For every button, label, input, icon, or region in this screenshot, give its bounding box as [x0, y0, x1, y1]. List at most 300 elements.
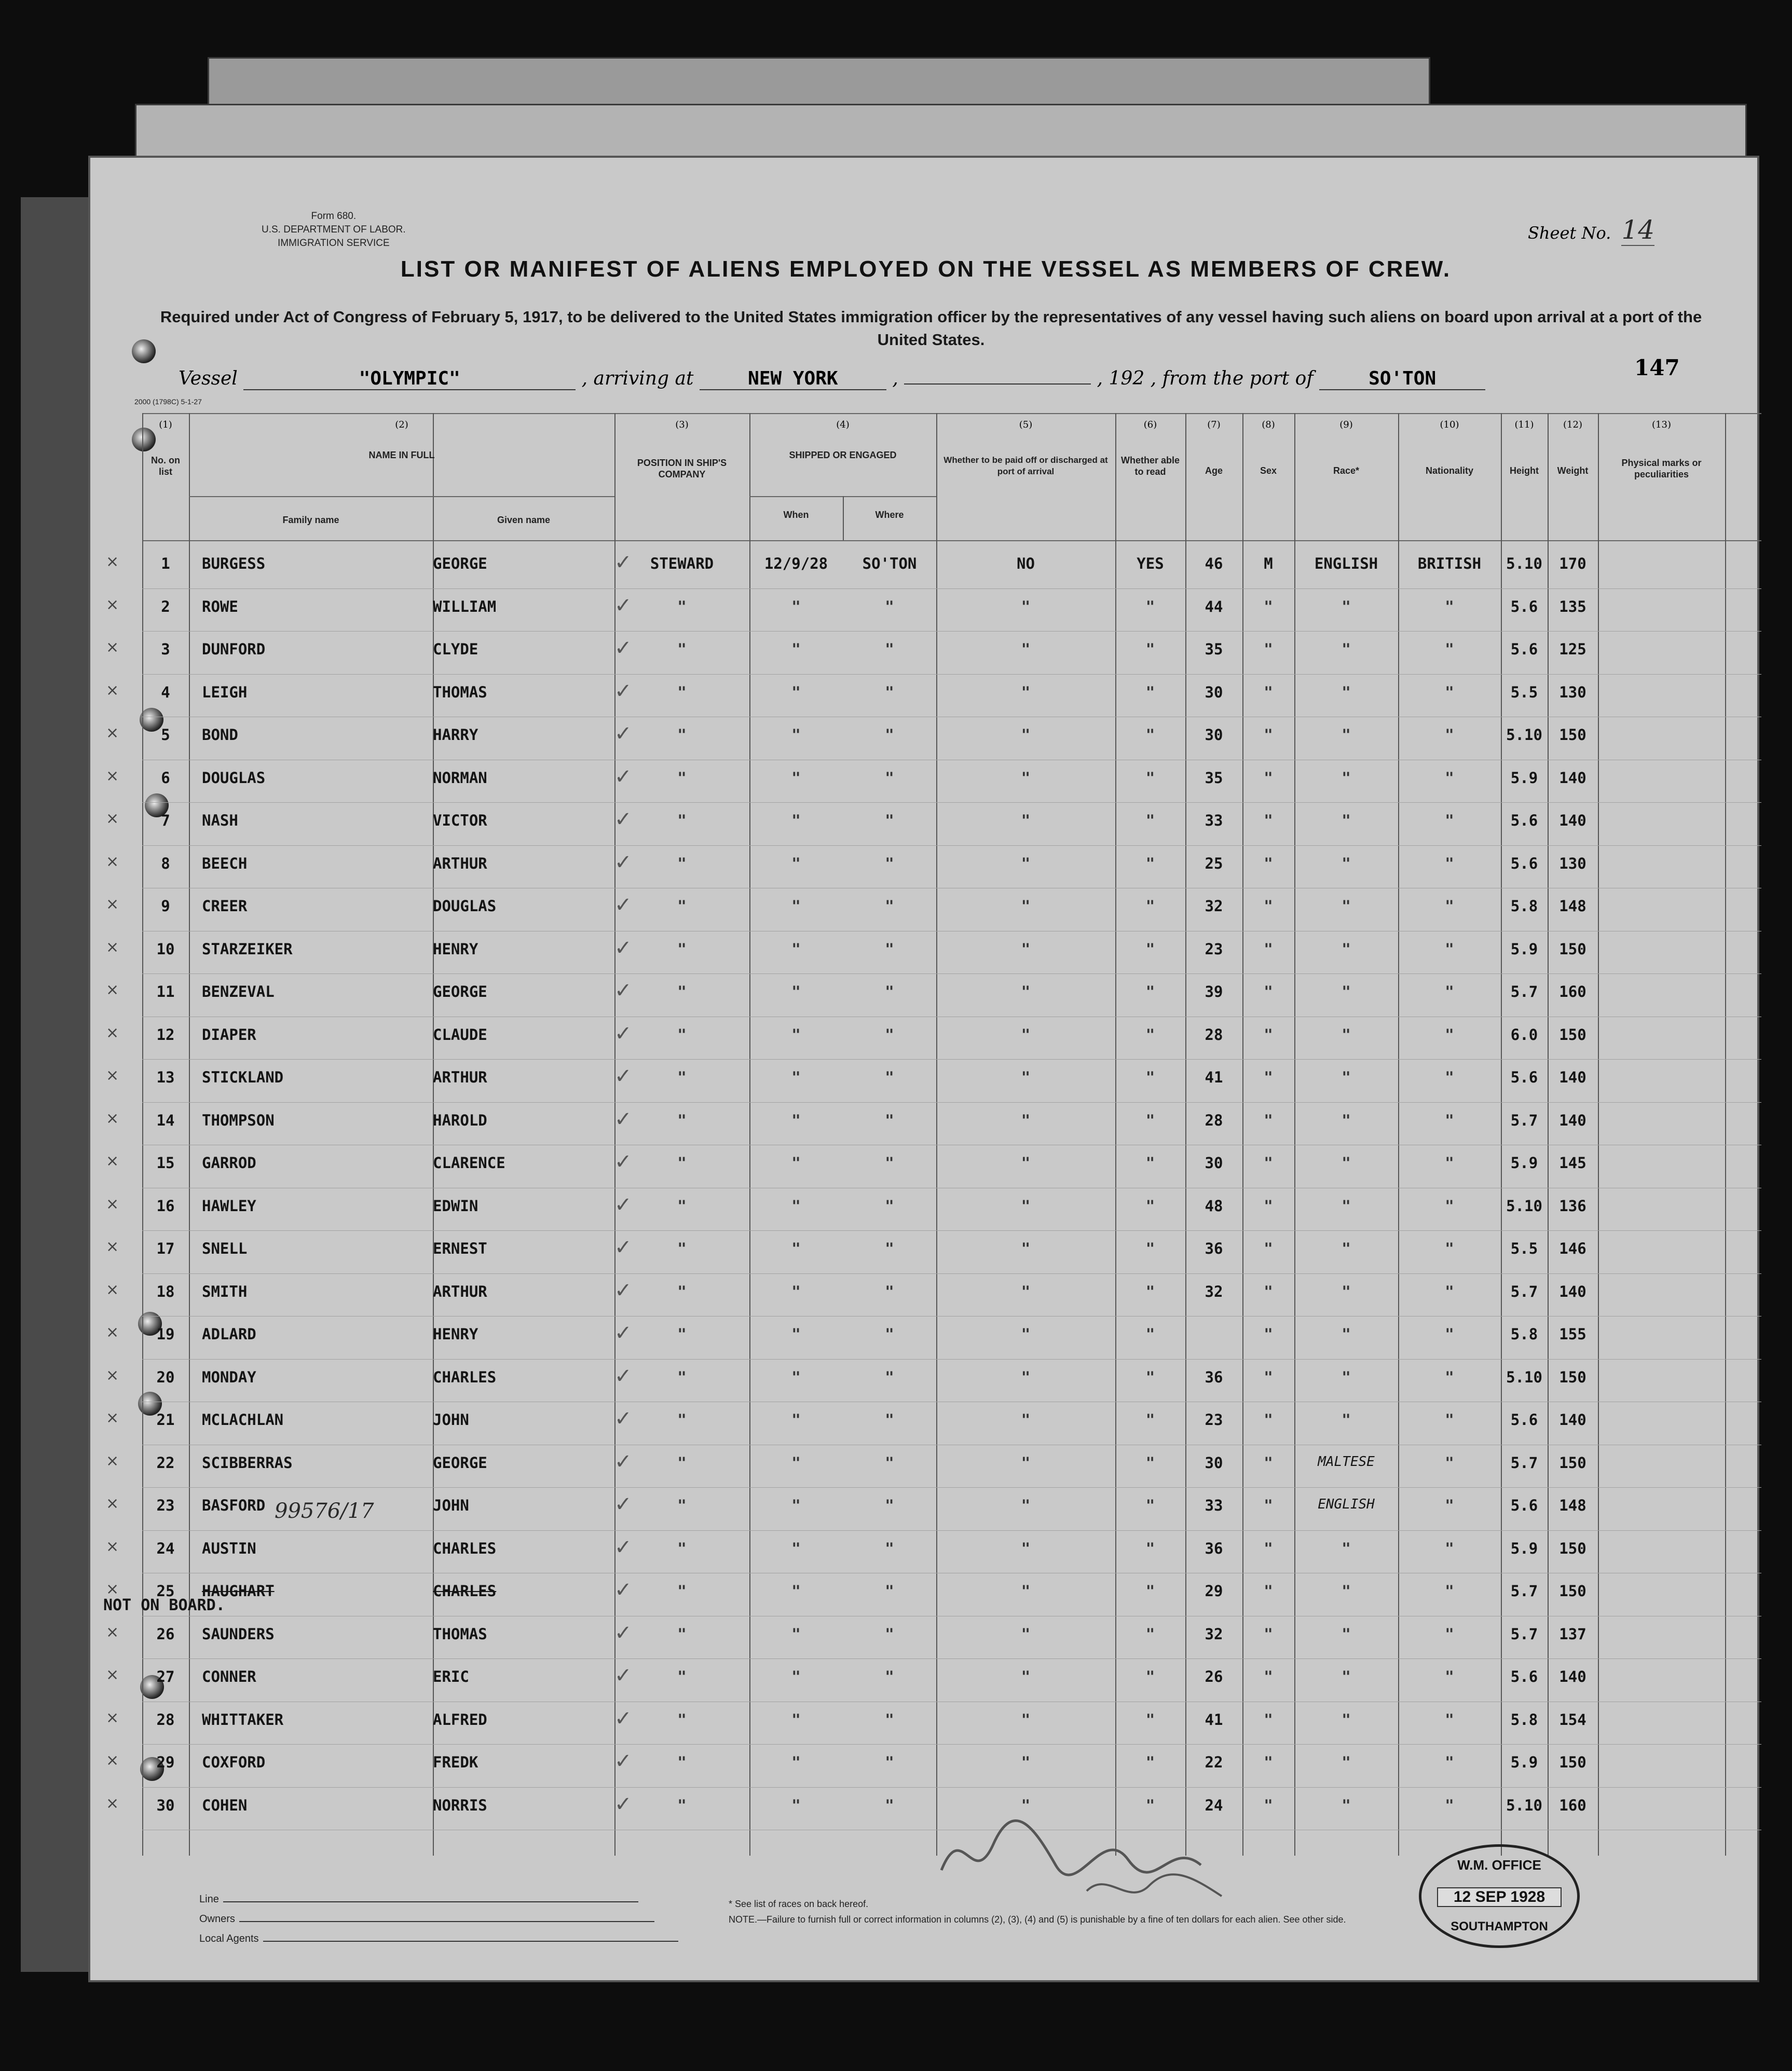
ditto-mark: " [1264, 1453, 1273, 1472]
tick-mark-icon: × [106, 1666, 119, 1684]
ditto-mark: " [791, 1411, 801, 1429]
table-row [90, 631, 1761, 674]
cell-family: ADLARD [202, 1325, 256, 1343]
sheet-value: 14 [1621, 215, 1655, 245]
ditto-mark: " [1145, 1668, 1155, 1685]
cell-given: CLAUDE [433, 1025, 487, 1044]
cell-height: 5.6 [1510, 1668, 1538, 1685]
tick-mark-icon: × [106, 1494, 119, 1513]
cell-given: THOMAS [433, 1625, 487, 1643]
tick-mark-icon: × [106, 1023, 119, 1042]
cell-no: 27 [156, 1668, 175, 1685]
ditto-mark: " [677, 1111, 687, 1129]
cell-family: SAUNDERS [202, 1625, 275, 1643]
ditto-mark: " [677, 940, 687, 958]
ditto-mark: " [1264, 1197, 1273, 1215]
check-mark-icon: ✓ [614, 1449, 632, 1474]
ditto-mark: " [885, 1710, 894, 1729]
cell-where: SO'TON [862, 555, 917, 572]
cell-given: HENRY [433, 1325, 478, 1343]
ditto-mark: " [791, 597, 801, 615]
ditto-mark: " [1021, 983, 1031, 1000]
cell-family: CREER [202, 897, 248, 915]
cell-height: 5.8 [1510, 1710, 1538, 1729]
ditto-mark: " [1342, 1753, 1351, 1771]
col-able-to-read: Whether able to read [1120, 455, 1180, 477]
cell-no: 16 [156, 1197, 175, 1215]
year-label: , 192 [1097, 368, 1145, 389]
tick-mark-icon: × [106, 1409, 119, 1427]
ditto-mark: " [1342, 940, 1351, 958]
ditto-mark: " [1264, 897, 1273, 915]
check-mark-icon: ✓ [614, 1749, 632, 1773]
tick-mark-icon: × [106, 852, 119, 871]
arriving-port: NEW YORK [700, 368, 886, 390]
tick-mark-icon: × [106, 681, 119, 700]
tick-mark-icon: × [106, 981, 119, 999]
cell-height: 5.10 [1506, 555, 1542, 572]
ditto-mark: " [791, 1025, 801, 1044]
ditto-mark: " [677, 1539, 687, 1557]
cell-given: ARTHUR [433, 854, 487, 872]
ditto-mark: " [1445, 1453, 1454, 1472]
col-physical-marks: Physical marks or peculiarities [1621, 458, 1702, 479]
ditto-mark: " [1445, 1411, 1454, 1429]
tick-mark-icon: × [106, 553, 119, 571]
col-no-on-list: No. on list [151, 455, 180, 477]
ditto-mark: " [1445, 1539, 1454, 1557]
check-mark-icon: ✓ [614, 1192, 632, 1217]
ditto-mark: " [1445, 769, 1454, 787]
cell-age: 33 [1205, 1497, 1223, 1514]
cell-no: 14 [156, 1111, 175, 1129]
ditto-mark: " [791, 940, 801, 958]
ditto-mark: " [677, 640, 687, 658]
cell-no: 19 [156, 1325, 175, 1343]
ditto-mark: " [885, 769, 894, 787]
ditto-mark: " [1264, 1753, 1273, 1771]
table-row [90, 1059, 1761, 1102]
cell-height: 5.9 [1510, 769, 1538, 787]
col-age: Age [1205, 465, 1223, 476]
cell-family: BENZEVAL [202, 983, 275, 1000]
table-row [90, 1316, 1761, 1359]
ditto-mark: " [1264, 1582, 1273, 1600]
check-mark-icon: ✓ [614, 593, 632, 618]
cell-weight: 150 [1559, 1582, 1586, 1600]
ditto-mark: " [1145, 597, 1155, 615]
cell-no: 9 [161, 897, 170, 915]
ditto-mark: " [791, 1539, 801, 1557]
cell-given: GEORGE [433, 555, 487, 572]
ditto-mark: " [1021, 683, 1031, 701]
cell-height: 5.7 [1510, 1582, 1538, 1600]
cell-height: 5.9 [1510, 1539, 1538, 1557]
ditto-mark: " [1021, 812, 1031, 829]
ditto-mark: " [1264, 854, 1273, 872]
cell-weight: 150 [1559, 940, 1586, 958]
check-mark-icon: ✓ [614, 1150, 632, 1174]
cell-weight: 148 [1559, 897, 1586, 915]
ditto-mark: " [885, 812, 894, 829]
cell-family: GARROD [202, 1154, 256, 1172]
tick-mark-icon: × [106, 1751, 119, 1770]
cell-height: 5.7 [1510, 1111, 1538, 1129]
ditto-mark: " [1021, 1753, 1031, 1771]
ditto-mark: " [677, 726, 687, 744]
ditto-mark: " [677, 1154, 687, 1172]
cell-race: ENGLISH [1314, 555, 1378, 572]
ditto-mark: " [791, 1625, 801, 1643]
cell-weight: 136 [1559, 1197, 1586, 1215]
ditto-mark: " [885, 1753, 894, 1771]
ditto-mark: " [1445, 1154, 1454, 1172]
cell-family: BOND [202, 726, 238, 744]
ditto-mark: " [677, 1625, 687, 1643]
ditto-mark: " [1264, 1325, 1273, 1343]
check-mark-icon: ✓ [614, 1236, 632, 1259]
table-row [90, 1616, 1761, 1658]
ditto-mark: " [677, 1025, 687, 1044]
ditto-mark: " [791, 1325, 801, 1343]
cell-no: 28 [156, 1710, 175, 1729]
cell-weight: 155 [1559, 1325, 1586, 1343]
table-row [90, 931, 1761, 973]
cell-height: 5.6 [1510, 597, 1538, 615]
service-name: IMMIGRATION SERVICE [277, 238, 390, 249]
cell-given: ALFRED [433, 1710, 487, 1729]
tick-mark-icon: × [106, 1238, 119, 1256]
ditto-mark: " [1145, 1282, 1155, 1300]
ditto-mark: " [1264, 597, 1273, 615]
cell-height: 5.6 [1510, 812, 1538, 829]
tick-mark-icon: × [106, 1195, 119, 1213]
table-row [90, 1702, 1761, 1744]
col-num-8: (8) [1262, 419, 1275, 430]
col-num-5: (5) [1019, 419, 1033, 430]
ditto-mark: " [885, 1796, 894, 1814]
ditto-mark: " [677, 1411, 687, 1429]
check-mark-icon: ✓ [614, 1407, 632, 1431]
cell-no: 10 [156, 940, 175, 958]
table-row [90, 1273, 1761, 1316]
ditto-mark: " [1145, 1240, 1155, 1257]
ditto-mark: " [885, 1197, 894, 1215]
table-row [90, 1445, 1761, 1487]
cell-given: NORMAN [433, 769, 487, 787]
ditto-mark: " [1021, 1068, 1031, 1086]
ditto-mark: " [677, 812, 687, 829]
cell-height: 5.9 [1510, 1753, 1538, 1771]
ditto-mark: " [1021, 1111, 1031, 1129]
cell-height: 5.6 [1510, 854, 1538, 872]
ditto-mark: " [1445, 897, 1454, 915]
ditto-mark: " [791, 812, 801, 829]
ditto-mark: " [885, 983, 894, 1000]
ditto-mark: " [791, 1453, 801, 1472]
ditto-mark: " [1021, 1796, 1031, 1814]
document-title: LIST OR MANIFEST OF ALIENS EMPLOYED ON THE VESSEL AS MEMBERS OF CREW. [400, 256, 1452, 282]
ditto-mark: " [1264, 940, 1273, 958]
ditto-mark: " [1145, 683, 1155, 701]
cell-family: BEECH [202, 854, 248, 872]
ditto-mark: " [885, 1497, 894, 1514]
ditto-mark: " [791, 1111, 801, 1129]
cell-given: VICTOR [433, 812, 487, 829]
ditto-mark: " [885, 1668, 894, 1685]
col-family-name: Family name [282, 515, 339, 525]
check-mark-icon: ✓ [614, 1107, 632, 1131]
cell-family: DIAPER [202, 1025, 256, 1044]
ditto-mark: " [885, 1282, 894, 1300]
cell-nat: BRITISH [1417, 555, 1482, 572]
cell-age: 30 [1205, 683, 1223, 701]
cell-height: 5.10 [1506, 1796, 1542, 1814]
ditto-mark: " [1264, 1240, 1273, 1257]
table-row [90, 1787, 1761, 1830]
tick-mark-icon: × [106, 638, 119, 656]
cell-given: CHARLES [433, 1539, 497, 1557]
ditto-mark: " [1264, 1368, 1273, 1386]
ditto-mark: " [1145, 726, 1155, 744]
cell-given: ERNEST [433, 1240, 487, 1257]
cell-family: WHITTAKER [202, 1710, 284, 1729]
ditto-mark: " [885, 1154, 894, 1172]
ditto-mark: " [791, 1582, 801, 1600]
col-num-12: (12) [1563, 419, 1582, 430]
film-edge [21, 197, 99, 1972]
cell-family: DOUGLAS [202, 769, 266, 787]
ditto-mark: " [1145, 1068, 1155, 1086]
table-row [90, 1188, 1761, 1230]
cell-weight: 146 [1559, 1240, 1586, 1257]
ditto-mark: " [1264, 1710, 1273, 1729]
ditto-mark: " [1445, 683, 1454, 701]
cell-age: 36 [1205, 1368, 1223, 1386]
ditto-mark: " [885, 854, 894, 872]
cell-no: 15 [156, 1154, 175, 1172]
ditto-mark: " [1021, 769, 1031, 787]
ditto-mark: " [1145, 640, 1155, 658]
cell-height: 5.10 [1506, 1197, 1542, 1215]
ditto-mark: " [1445, 1282, 1454, 1300]
ditto-mark: " [1145, 1625, 1155, 1643]
ditto-mark: " [1264, 1625, 1273, 1643]
cell-no: 7 [161, 812, 170, 829]
ditto-mark: " [1445, 1368, 1454, 1386]
tick-mark-icon: × [106, 1580, 119, 1598]
cell-given: GEORGE [433, 983, 487, 1000]
check-mark-icon: ✓ [614, 1706, 632, 1731]
ditto-mark: " [1342, 726, 1351, 744]
tick-mark-icon: × [106, 724, 119, 742]
check-mark-icon: ✓ [614, 1535, 632, 1559]
cell-age: 28 [1205, 1111, 1223, 1129]
ditto-mark: " [791, 726, 801, 744]
cell-weight: 150 [1559, 1753, 1586, 1771]
cell-height: 5.6 [1510, 1068, 1538, 1086]
tick-mark-icon: × [106, 1708, 119, 1727]
cell-given: JOHN [433, 1497, 469, 1514]
table-row [90, 1145, 1761, 1187]
ditto-mark: " [885, 1411, 894, 1429]
ditto-mark: " [1021, 1411, 1031, 1429]
check-mark-icon: ✓ [614, 936, 632, 960]
cell-weight: 137 [1559, 1625, 1586, 1643]
ditto-mark: " [1445, 1710, 1454, 1729]
ditto-mark: " [791, 1240, 801, 1257]
check-mark-icon: ✓ [614, 551, 632, 574]
cell-height: 5.9 [1510, 940, 1538, 958]
vessel-line: Vessel "OLYMPIC" , arriving at NEW YORK , , 192 , from the port of SO'TON [179, 368, 1709, 390]
check-mark-icon: ✓ [614, 807, 632, 831]
cell-given: EDWIN [433, 1197, 478, 1215]
cell-family: ROWE [202, 597, 238, 615]
ditto-mark: " [1264, 1539, 1273, 1557]
cell-age: 23 [1205, 1411, 1223, 1429]
cell-weight: 150 [1559, 1368, 1586, 1386]
tick-mark-icon: × [106, 1537, 119, 1556]
ditto-mark: " [791, 1068, 801, 1086]
ditto-mark: " [677, 897, 687, 915]
ditto-mark: " [791, 1796, 801, 1814]
ditto-mark: " [1145, 983, 1155, 1000]
ditto-mark: " [885, 683, 894, 701]
ditto-mark: " [885, 1453, 894, 1472]
penalty-note: NOTE.—Failure to furnish full or correct information in columns (2), (3), (4) and (5) is punishable by a fine of ten dollars for each alien. See other side. [729, 1914, 1346, 1925]
col-position: POSITION IN SHIP'S COMPANY [637, 458, 727, 479]
ditto-mark: " [791, 1197, 801, 1215]
ditto-mark: " [1021, 726, 1031, 744]
col-num-11: (11) [1514, 419, 1534, 430]
cell-weight: 140 [1559, 769, 1586, 787]
tick-mark-icon: × [106, 766, 119, 785]
cell-no: 30 [156, 1796, 175, 1814]
ditto-mark: " [1445, 812, 1454, 829]
ditto-mark: " [1342, 1710, 1351, 1729]
cell-age: 41 [1205, 1068, 1223, 1086]
cell-no: 3 [161, 640, 170, 658]
ditto-mark: " [1264, 1796, 1273, 1814]
ditto-mark: " [791, 1753, 801, 1771]
ditto-mark: " [1342, 812, 1351, 829]
ditto-mark: " [1342, 1625, 1351, 1643]
cell-age: 33 [1205, 812, 1223, 829]
cell-weight: 130 [1559, 854, 1586, 872]
cell-given: THOMAS [433, 683, 487, 701]
cell-given: JOHN [433, 1411, 469, 1429]
cell-height: 5.7 [1510, 1282, 1538, 1300]
ditto-mark: " [1264, 1068, 1273, 1086]
ditto-mark: " [677, 1368, 687, 1386]
cell-weight: 125 [1559, 640, 1586, 658]
cell-family: HAWLEY [202, 1197, 256, 1215]
ditto-mark: " [1264, 1154, 1273, 1172]
department-name: U.S. DEPARTMENT OF LABOR. [262, 224, 406, 235]
ditto-mark: " [1021, 1497, 1031, 1514]
cell-sex: M [1264, 555, 1273, 572]
ditto-mark: " [791, 983, 801, 1000]
ditto-mark: " [677, 1582, 687, 1600]
ditto-mark: " [1342, 597, 1351, 615]
tick-mark-icon: × [106, 1323, 119, 1341]
ditto-mark: " [677, 1753, 687, 1771]
check-mark-icon: ✓ [614, 1278, 632, 1302]
col-shipped-engaged: SHIPPED OR ENGAGED [789, 450, 897, 460]
ditto-mark: " [1264, 1282, 1273, 1300]
cell-age: 28 [1205, 1025, 1223, 1044]
ditto-mark: " [1445, 640, 1454, 658]
ditto-mark: " [1145, 1582, 1155, 1600]
cell-height: 5.6 [1510, 1411, 1538, 1429]
cell-no: 25 [156, 1582, 175, 1600]
ditto-mark: " [1264, 726, 1273, 744]
ditto-mark: " [1021, 897, 1031, 915]
ditto-mark: " [1264, 1025, 1273, 1044]
ditto-mark: " [1021, 1368, 1031, 1386]
ditto-mark: " [1445, 597, 1454, 615]
ditto-mark: " [1021, 1582, 1031, 1600]
col-num-9: (9) [1339, 419, 1353, 430]
cell-weight: 150 [1559, 726, 1586, 744]
ditto-mark: " [1021, 1453, 1031, 1472]
cell-weight: 140 [1559, 1411, 1586, 1429]
footer-line-field: Line [199, 1894, 638, 1905]
cell-no: 1 [161, 555, 170, 572]
ditto-mark: " [1342, 897, 1351, 915]
ditto-mark: " [1342, 1582, 1351, 1600]
check-mark-icon: ✓ [614, 893, 632, 917]
ditto-mark: " [1445, 854, 1454, 872]
col-race: Race* [1333, 465, 1360, 476]
ditto-mark: " [1342, 854, 1351, 872]
ditto-mark: " [1145, 812, 1155, 829]
cell-no: 18 [156, 1282, 175, 1300]
cell-weight: 150 [1559, 1025, 1586, 1044]
print-code: 2000 (1798C) 5-1-27 [134, 397, 202, 406]
cell-weight: 160 [1559, 983, 1586, 1000]
ditto-mark: " [791, 1154, 801, 1172]
check-mark-icon: ✓ [614, 636, 632, 660]
check-mark-icon: ✓ [614, 979, 632, 1003]
cell-family: STARZEIKER [202, 940, 293, 958]
cell-given: ARTHUR [433, 1282, 487, 1300]
cell-weight: 130 [1559, 683, 1586, 701]
cell-given: FREDK [433, 1753, 478, 1771]
ditto-mark: " [677, 854, 687, 872]
ditto-mark: " [1145, 854, 1155, 872]
ditto-mark: " [1342, 1325, 1351, 1343]
cell-family: COXFORD [202, 1753, 266, 1771]
cell-given: CLARENCE [433, 1154, 505, 1172]
ditto-mark: " [1021, 1025, 1031, 1044]
table-row [90, 1573, 1761, 1615]
cell-family: COHEN [202, 1796, 248, 1814]
cell-height: 5.8 [1510, 1325, 1538, 1343]
ditto-mark: " [1445, 983, 1454, 1000]
cell-weight: 145 [1559, 1154, 1586, 1172]
cell-no: 17 [156, 1240, 175, 1257]
ditto-mark: " [1342, 983, 1351, 1000]
ditto-mark: " [1445, 1240, 1454, 1257]
col-num-7: (7) [1207, 419, 1221, 430]
ditto-mark: " [1342, 1539, 1351, 1557]
ditto-mark: " [1342, 1368, 1351, 1386]
cell-height: 5.10 [1506, 726, 1542, 744]
ditto-mark: " [1264, 1497, 1273, 1514]
cell-race: MALTESE [1318, 1453, 1375, 1470]
col-paid-off: Whether to be paid off or discharged at port of arrival [943, 455, 1108, 476]
